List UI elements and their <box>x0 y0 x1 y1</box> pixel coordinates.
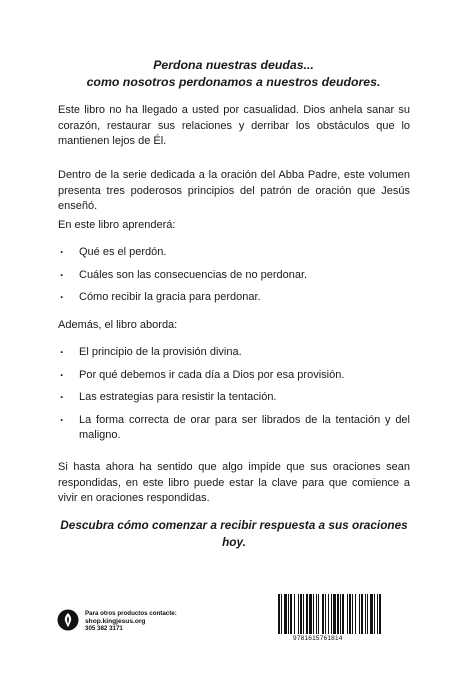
barcode-icon <box>278 594 418 639</box>
list-item: · La forma correcta de orar para ser librados de la tentación y del maligno. <box>58 413 410 444</box>
list-item: · Las estrategias para resistir la tentación. <box>58 390 410 406</box>
list-item: · Por qué debemos ir cada día a Dios por esa provisión. <box>58 368 410 384</box>
contact-info <box>85 610 177 633</box>
outro-paragraph: Si hasta ahora ha sentido que algo impide que sus oraciones sean respondidas, en este libro puede estar la clave para que comience a vivir en oraciones respondidas. <box>58 461 410 504</box>
list-item: · Cómo recibir la gracia para perdonar. <box>58 290 410 306</box>
contact-website: shop.kingjesus.org <box>85 617 146 625</box>
learn-heading: En este libro aprenderá: <box>58 219 176 231</box>
isbn-number: 9781615761814 <box>293 635 343 642</box>
list-item: · Cuáles son las consecuencias de no perdonar. <box>58 268 410 284</box>
headline <box>56 57 411 91</box>
headline-line-2: como nosotros perdonamos a nuestros deudores. <box>86 75 381 89</box>
also-heading: Además, el libro aborda: <box>58 319 178 331</box>
list-item: · Qué es el perdón. <box>58 245 410 261</box>
closing-statement: Descubra cómo comenzar a recibir respuesta a sus oraciones hoy. <box>60 518 408 549</box>
list-item: · El principio de la provisión divina. <box>58 345 410 361</box>
intro-paragraph-1: Este libro no ha llegado a usted por casualidad. Dios anhela sanar su corazón, restaurar sus relaciones y derribar los obstáculos que lo mantienen lejos de Él. <box>58 104 410 147</box>
also-list <box>58 345 410 451</box>
intro-paragraph-2: Dentro de la serie dedicada a la oración del Abba Padre, este volumen presenta tres poderosos principios del patrón de oración que Jesús enseñó. <box>58 169 410 212</box>
contact-label: Para otros productos contacte: <box>85 610 177 617</box>
contact-phone: 305 382 3171 <box>85 625 123 633</box>
headline-line-1: Perdona nuestras deudas... <box>153 58 314 72</box>
learn-list <box>58 245 410 313</box>
publisher-logo-icon <box>57 609 79 631</box>
